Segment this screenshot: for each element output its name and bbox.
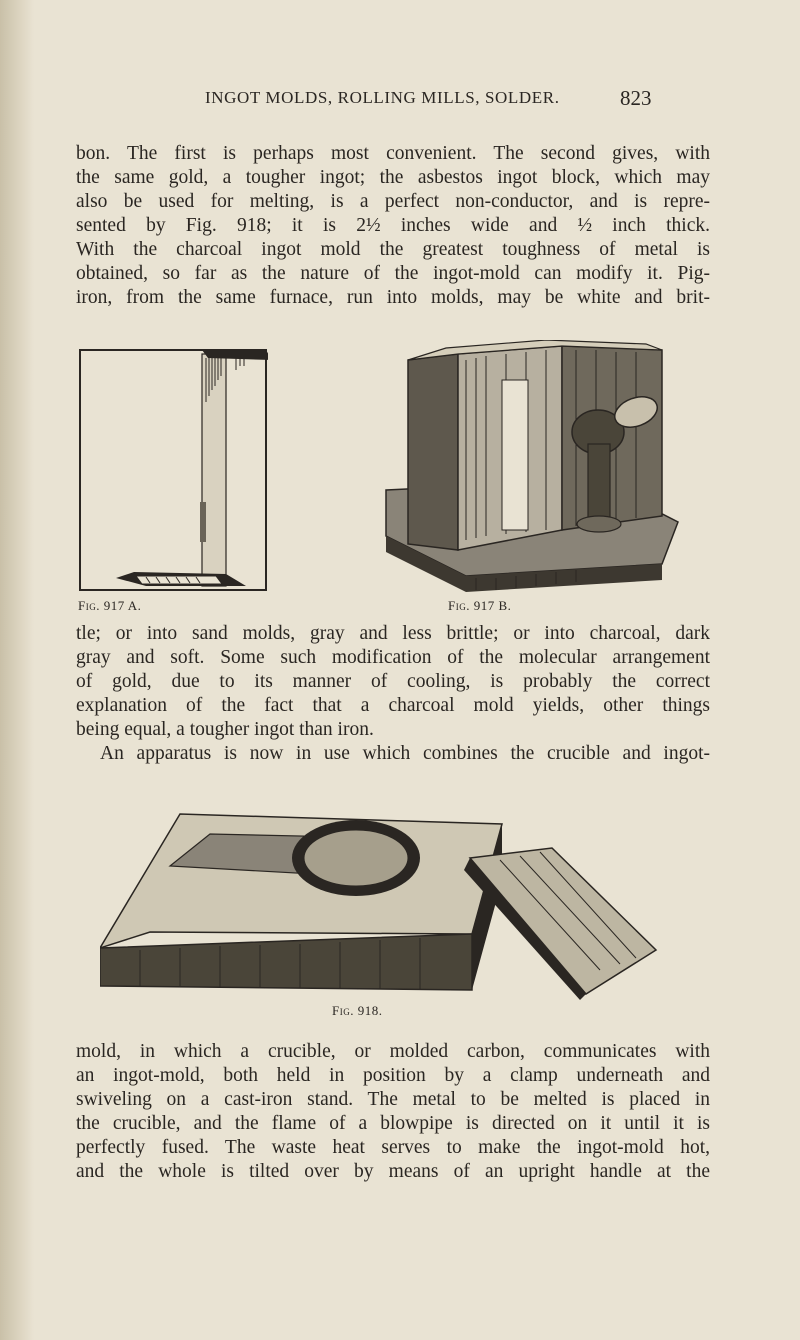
paragraph-1 [76,142,710,310]
text-line: an ingot-mold, both held in position by a clamp underneath and [76,1065,710,1086]
text-line: also be used for melting, is a perfect non-conductor, and is repre- [76,191,710,212]
paragraph-3 [76,1040,710,1184]
page-edge [0,0,34,1340]
text-line: obtained, so far as the nature of the ingot-mold can modify it. Pig- [76,263,710,284]
figure-917a-caption: Fig. 917 A. [78,598,142,613]
text-line: of gold, due to its manner of cooling, is probably the correct [76,671,710,692]
figure-917b-caption: Fig. 917 B. [448,598,512,613]
text-line: tle; or into sand molds, gray and less brittle; or into charcoal, dark [76,623,710,644]
text-line: gray and soft. Some such modification of the molecular arrangement [76,647,710,668]
text-line: iron, from the same furnace, run into molds, may be white and brit- [76,287,710,308]
text-line: explanation of the fact that a charcoal mold yields, other things [76,695,710,716]
text-line: With the charcoal ingot mold the greatest toughness of metal is [76,239,710,260]
text-line: bon. The first is perhaps most convenient. The second gives, with [76,143,710,164]
ingot-mold-illustration [76,346,268,596]
asbestos-ingot-block-illustration [100,800,662,1000]
figure-917a [76,346,268,613]
figure-917b [366,340,682,620]
page-header [0,86,800,116]
text-line: the same gold, a tougher ingot; the asbestos ingot block, which may [76,167,710,188]
running-head: INGOT MOLDS, ROLLING MILLS, SOLDER. [205,88,560,107]
text-line: perfectly fused. The waste heat serves to make the ingot-mold hot, [76,1137,710,1158]
text-line: the crucible, and the flame of a blowpipe is directed on it until it is [76,1113,710,1134]
figure-918 [100,800,662,1025]
text-line: mold, in which a crucible, or molded carbon, communicates with [76,1041,710,1062]
text-line: and the whole is tilted over by means of an upright handle at the [76,1161,710,1182]
text-line: being equal, a tougher ingot than iron. [76,719,374,740]
paragraph-2 [76,622,710,766]
figure-918-caption: Fig. 918. [332,1003,383,1018]
text-line: An apparatus is now in use which combines the crucible and ingot- [100,743,710,764]
page-number: 823 [620,86,652,110]
text-line: swiveling on a cast-iron stand. The metal to be melted is placed in [76,1089,710,1110]
text-line: sented by Fig. 918; it is 2½ inches wide and ½ inch thick. [76,215,710,236]
charcoal-ingot-mold-illustration [366,340,682,600]
